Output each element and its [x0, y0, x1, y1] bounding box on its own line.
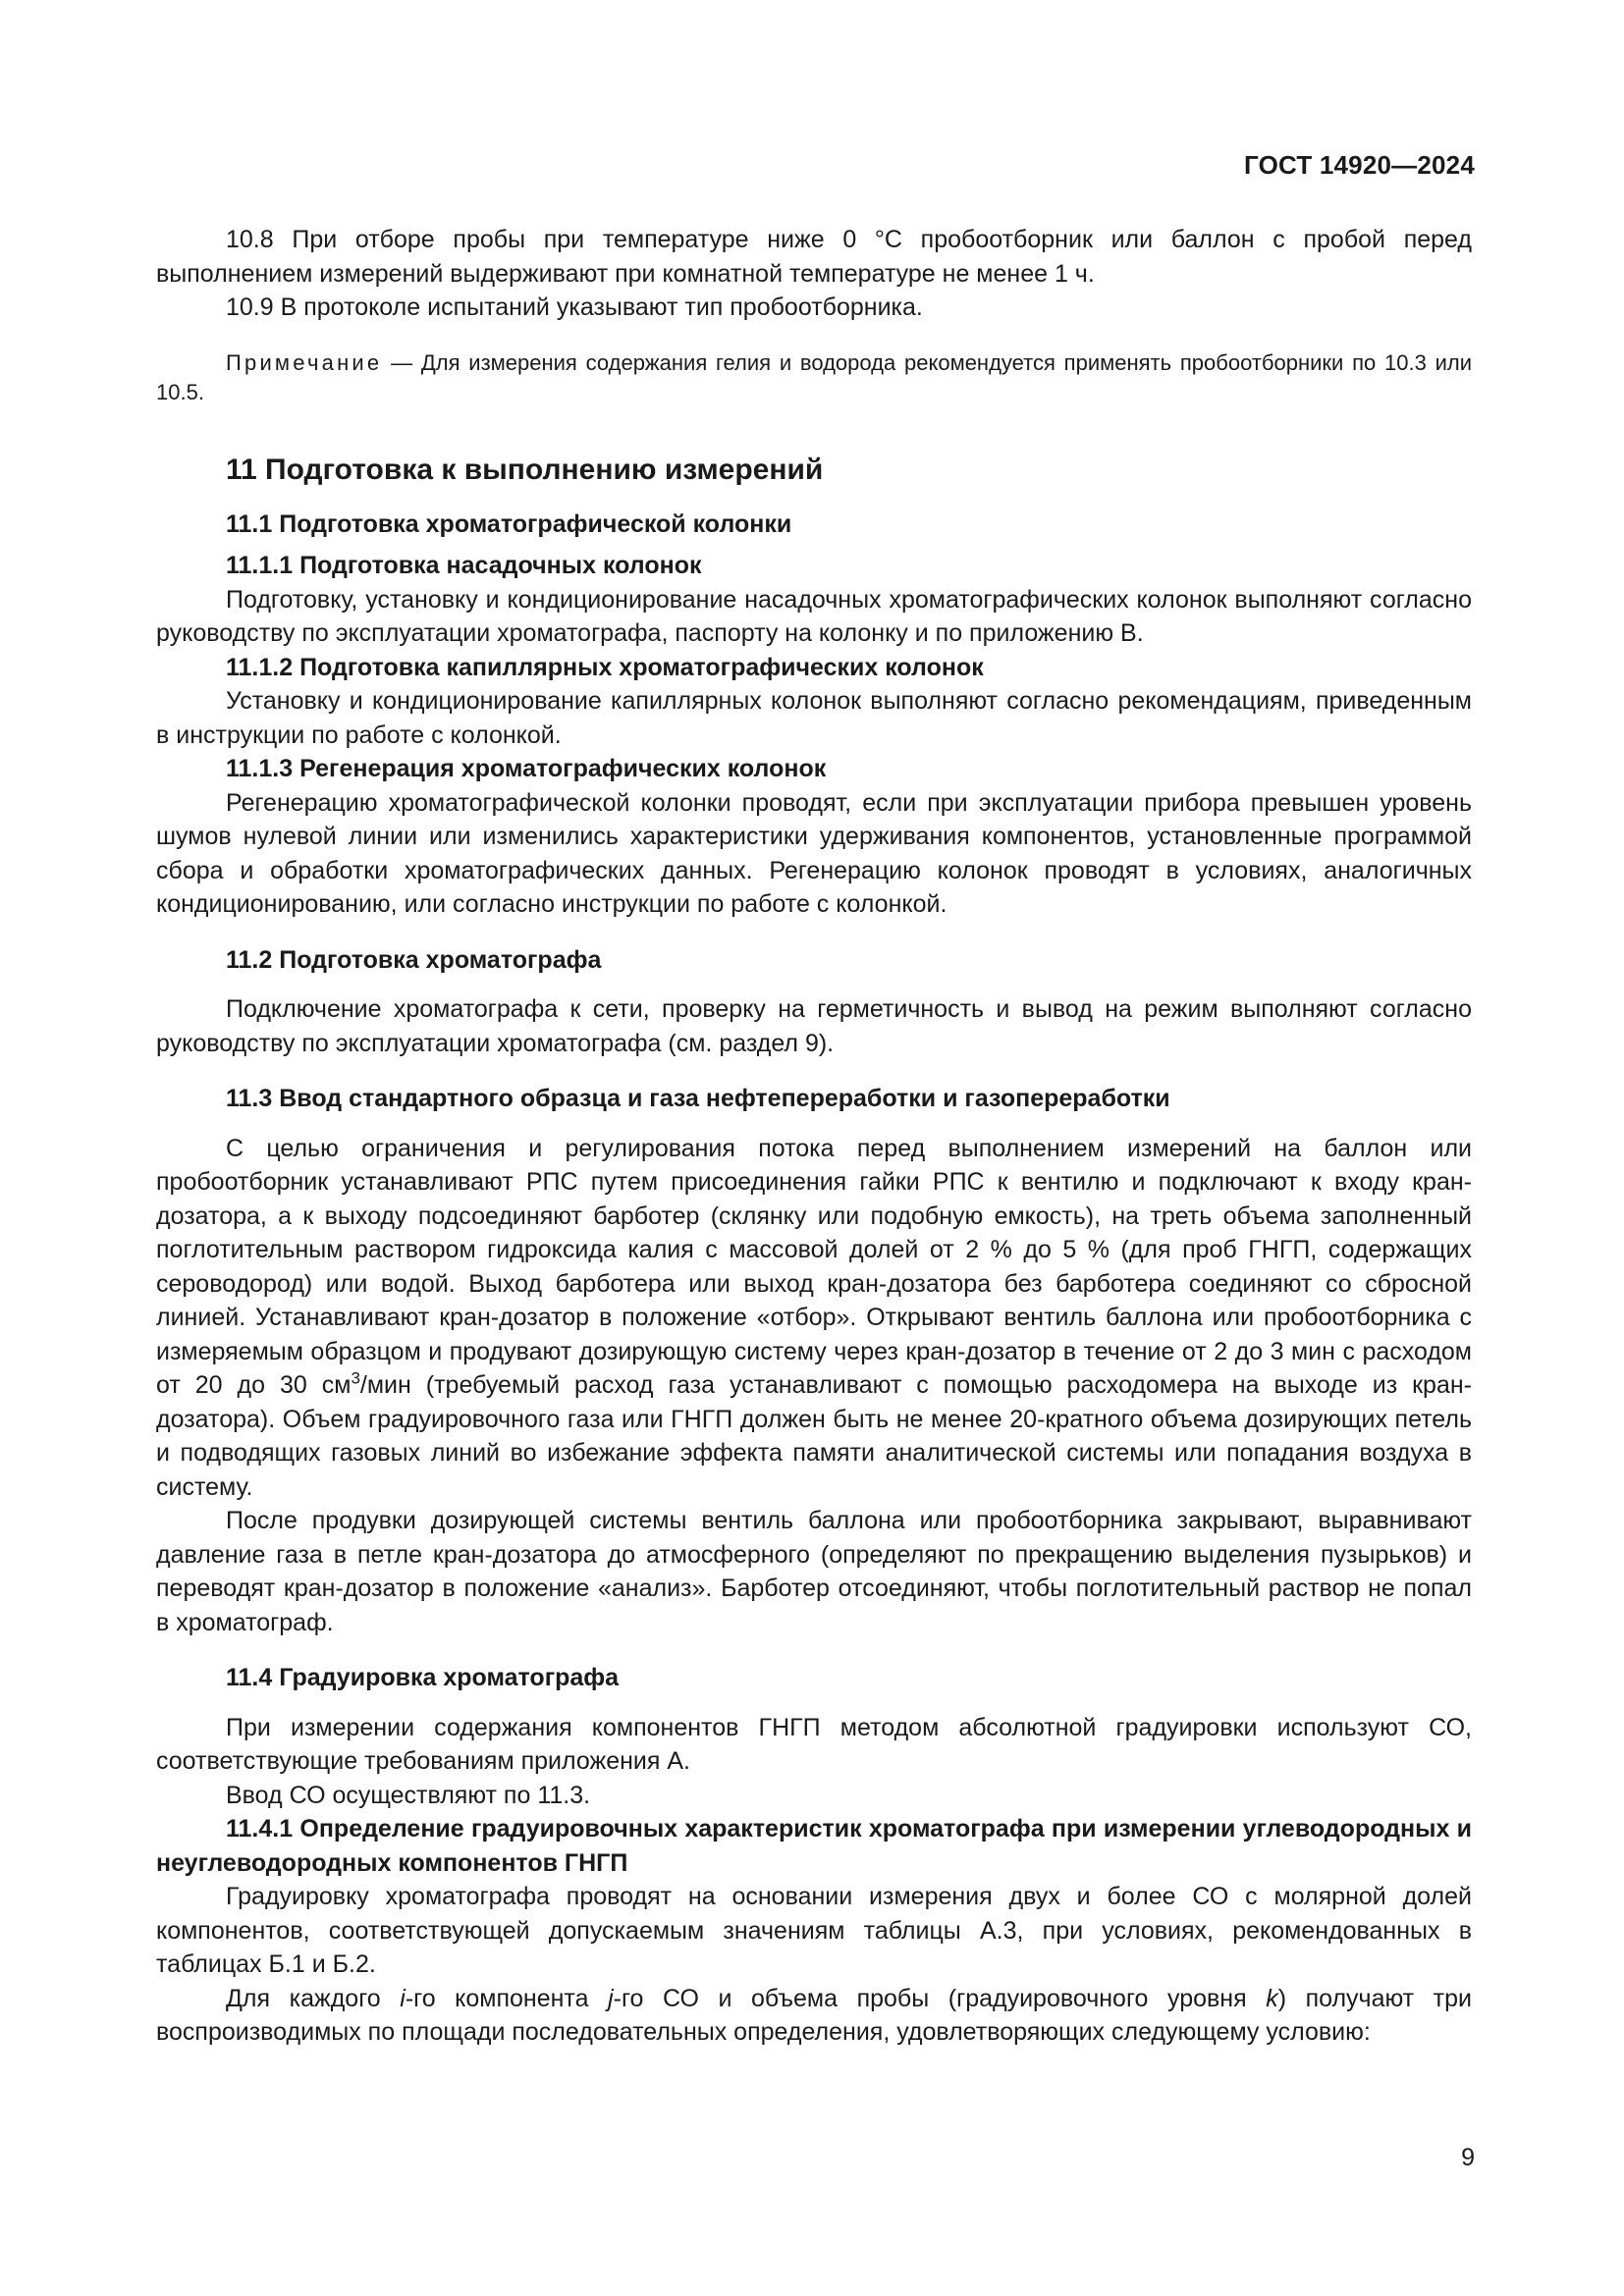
paragraph-11-4-1-b: Для каждого i-го компонента j-го СО и объема пробы (градуировочного уровня k) получают три воспроизводимых по площади последовательных определения, удовлетворяющих следующему условию: [156, 1984, 1472, 2046]
heading-11-4: 11.4 Градуировка хроматографа [226, 1664, 620, 1691]
paragraph-11-1-1: Подготовку, установку и кондиционирование насадочных хроматографических колонок выполняют согласно руководству по эксплуатации хроматографа, паспорту на колонку и по приложению В. [156, 585, 1472, 647]
paragraph-11-4-1-a: Градуировку хроматографа проводят на основании измерения двух и более СО с молярной долей компонентов, соответствующей допускаемым значениям таблицы А.3, при условиях, рекомендованных в таблицах Б.1 и Б.2. [156, 1883, 1472, 1978]
note-label: Примечание [226, 349, 383, 375]
standard-code: ГОСТ 14920—2024 [1244, 150, 1475, 180]
paragraph-10-8: 10.8 При отборе пробы при температуре ниже 0 °C пробоотборник или баллон с пробой перед выполнением измерений выдерживают при комнатной температуре не менее 1 ч. [156, 226, 1472, 288]
paragraph-11-3-b: После продувки дозирующей системы вентиль баллона или пробоотборника закрывают, выравнивают давление газа в петле кран-дозатора до атмосферного (определяют по прекращению выделения пузырьков) и переводят кран-дозатор в положение «анализ». Барботер отсоединяют, чтобы поглотительный раствор не попал в хроматограф. [156, 1507, 1472, 1636]
paragraph-11-4-a: При измерении содержания компонентов ГНГП методом абсолютной градуировки используют СО, соответствующие требованиям приложения А. [156, 1713, 1472, 1775]
heading-11-1-2: 11.1.2 Подготовка капиллярных хроматографических колонок [226, 653, 984, 681]
paragraph-11-4-b: Ввод СО осуществляют по 11.3. [226, 1781, 591, 1809]
note-text: — Для измерения содержания гелия и водорода рекомендуется применять пробоотборники по 10.3 или 10.5. [156, 349, 1472, 404]
heading-11-4-1: 11.4.1 Определение градуировочных характеристик хроматографа при измерении углеводородных и неуглеводородных компонентов ГНГП [156, 1815, 1472, 1877]
paragraph-11-1-3: Регенерацию хроматографической колонки проводят, если при эксплуатации прибора превышен уровень шумов нулевой линии или изменились характеристики удерживания компонентов, установленные программой сбора и обработки хроматографических данных. Регенерацию колонок проводят в условиях, аналогичных кондиционированию, или согласно инструкции по работе с колонкой. [156, 788, 1472, 918]
heading-11-1-3: 11.1.3 Регенерация хроматографических колонок [226, 755, 827, 782]
heading-11-1: 11.1 Подготовка хроматографической колонки [226, 509, 792, 538]
note [156, 348, 1472, 407]
page-number: 9 [1461, 2144, 1475, 2171]
paragraph-11-1-2: Установку и кондиционирование капиллярных колонок выполняют согласно рекомендациям, приведенным в инструкции по работе с колонкой. [156, 687, 1472, 749]
heading-11-3: 11.3 Ввод стандартного образца и газа нефтепереработки и газопереработки [226, 1085, 1170, 1112]
paragraph-11-2: Подключение хроматографа к сети, проверку на герметичность и вывод на режим выполняют согласно руководству по эксплуатации хроматографа (см. раздел 9). [156, 995, 1472, 1057]
section-11-title: 11 Подготовка к выполнению измерений [226, 453, 824, 486]
paragraph-10-9: 10.9 В протоколе испытаний указывают тип пробоотборника. [226, 294, 923, 321]
paragraph-11-3-a: С целью ограничения и регулирования потока перед выполнением измерений на баллон или пробоотборник устанавливают РПС путем присоединения гайки РПС к вентилю и подключают к входу кран-дозатора, а к выходу подсоединяют барботер (склянку или подобную емкость), на треть объема заполненный поглотительным раствором гидроксида калия с массовой долей от 2 % до 5 % (для проб ГНГП, содержащих сероводород) или водой. Выход барботера или выход кран-дозатора без барботера соединяют со сбросной линией. Устанавливают кран-дозатор в положение «отбор». Открывают вентиль баллона или пробоотборника с измеряемым образцом и продувают дозирующую систему через кран-дозатор в течение от 2 до 3 мин с расходом от 20 до 30 $см^3$/мин (требуемый расход газа устанавливают с помощью расходомера на выходе из кран-дозатора). Объем градуировочного газа или ГНГП должен быть не менее 20-кратного объема дозирующих петель и подводящих газовых линий во избежание эффекта памяти аналитической системы или попадания воздуха в систему. [156, 1134, 1472, 1501]
heading-11-1-1: 11.1.1 Подготовка насадочных колонок [226, 552, 702, 579]
page-content [156, 223, 1472, 2050]
heading-11-2: 11.2 Подготовка хроматографа [226, 945, 602, 974]
